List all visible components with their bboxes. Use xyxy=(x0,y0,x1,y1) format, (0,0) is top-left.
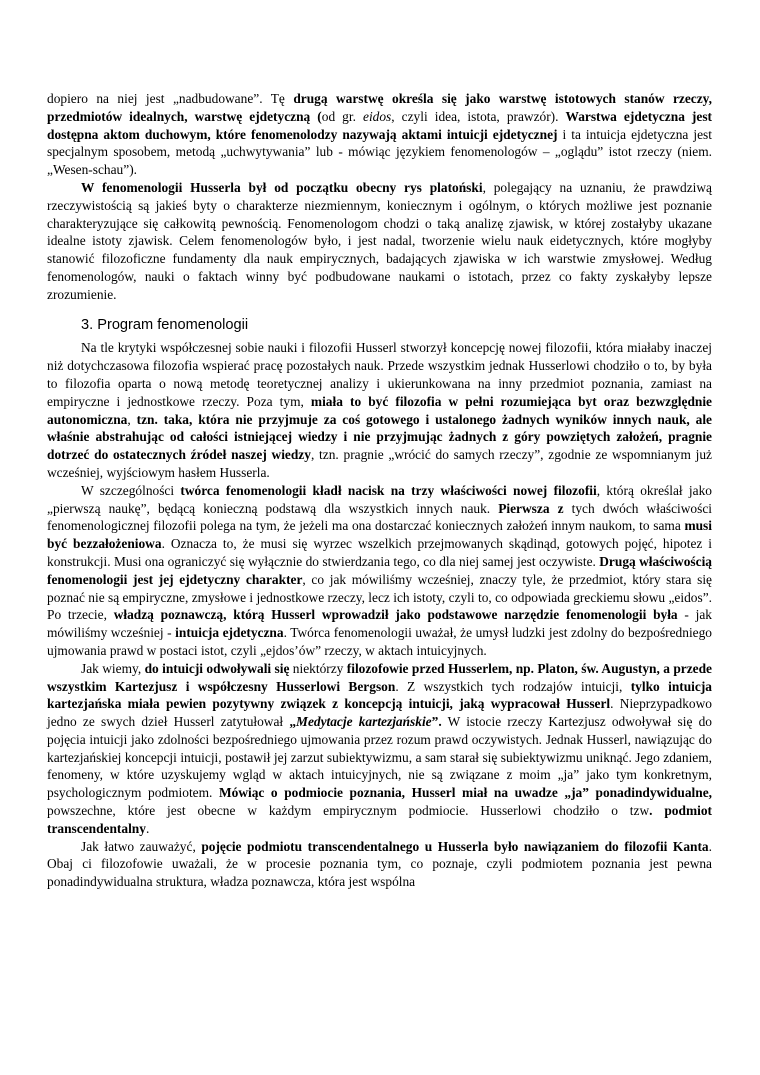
bold-text: „ xyxy=(289,714,297,730)
bold-text: ( xyxy=(310,108,322,124)
text-run: . Twórca fenomenologii uważał, że umysł ludzki jest zdolny do bezpośredniego ujmowania prawd w postaci istot, czyli „ejdos’ów” rzeczy, w aktach intuicyjnych. xyxy=(47,625,713,658)
text-run: , xyxy=(127,411,137,427)
bold-text: drugą warstwę określa się jako warstwę istotowych stanów rzeczy, przedmiotów idealnych, warstwę ejdetyczną xyxy=(47,91,712,124)
bold-text: Warstwa ejdetyczna jest dostępna aktom duchowym, które fenomenolodzy nazywają aktami intuicji ejdetycznej xyxy=(47,108,713,142)
text-run: tych dwóch właściwości fenomenologicznej filozofii polega na tym, że jeżeli ma ona dostarczać koniecznych założeń innym naukom, to sama xyxy=(47,500,713,534)
document-page xyxy=(47,90,712,891)
bold-text: ”. xyxy=(431,714,442,730)
bold-text: musi być bezzałożeniowa xyxy=(47,518,712,552)
paragraph-3 xyxy=(47,339,712,481)
text-run: . xyxy=(145,820,150,836)
text-run: . Nieprzypadkowo jedno ze swych dzieł Husserl zatytułował xyxy=(47,696,712,730)
bold-text: twórca fenomenologii kładł nacisk na trzy właściwości nowej filozofii xyxy=(180,482,597,498)
bold-text: Pierwsza z xyxy=(498,500,564,516)
text-run: niektórzy xyxy=(289,660,347,676)
bold-text: intuicja ejdetyczna xyxy=(175,625,284,641)
bold-text: tylko intuicja kartezjańska miała pewien pozytywny związek z koncepcją intuicji, jaką wypracował Husserl xyxy=(47,678,712,712)
bold-text: . podmiot transcendentalny xyxy=(47,803,712,836)
paragraph-1 xyxy=(47,90,712,179)
paragraph-2 xyxy=(47,179,712,304)
text-run: , polegający na uznaniu, że prawdziwą rzeczywistością są jakieś byty o charakterze niezmiennym, koniecznym i ogólnym, o których możliwe jest poznanie charakteryzujące się całkowitą pewnością. Fenomenologom chodzi o taką analizę zjawisk, w której zostałyby ukazane idealne istoty zjawisk. Celem fenomenologów było, i jest nadal, tworzenie wielu nauk eidetycznych, które mogłyby stanowić filozoficzne fundamenty dla nauk empirycznych, badających zjawiska w ich warstwie zmysłowej. Według fenomenologów, nauki o faktach winny być podbudowane naukami o istotach, przez co fakty zyskałyby lepsze zrozumienie. xyxy=(47,179,712,302)
text-run: Na tle krytyki współczesnej sobie nauki i filozofii Husserl stworzył koncepcję nowej filozofii, która miałaby inaczej niż dotychczasowa filozofia wspierać pracę pozostałych nauk. Przede wszystkim jednak Husserlowi chodziło o to, by była to filozofia oparta o nową metodę teoretycznej analizy i ukierunkowana na inny przedmiot poznania, zamiast na empiryczne i jednostkowe rzeczy. Poza tym, xyxy=(47,340,712,409)
bold-italic-text: Medytacje kartezjańskie xyxy=(296,714,432,730)
text-run: i ta intuicja ejdetyczna jest specjalnym sposobem, metodą „uchwytywania” lub - mówiąc językiem fenomenologów – „oglądu” istot rzeczy (niem. „Wesen-schau”). xyxy=(47,126,712,178)
bold-text: W fenomenologii Husserla był od początku obecny rys platoński xyxy=(81,179,483,195)
italic-text: eidos xyxy=(363,108,392,124)
text-run: powszechne, które jest obecne w każdym empirycznym podmiocie. Husserlowi chodziło o tzw xyxy=(47,803,650,819)
bold-text: pojęcie podmiotu transcendentalnego u Husserla było nawiązaniem do filozofii Kanta xyxy=(201,838,709,854)
paragraph-6 xyxy=(47,838,712,891)
text-run: Jak wiemy, xyxy=(81,660,145,676)
text-run: , czyli idea, istota, prawzór). xyxy=(391,108,566,124)
bold-text: do intuicji odwoływali się xyxy=(144,660,290,676)
text-run: Jak łatwo zauważyć, xyxy=(81,838,202,854)
bold-text: władzą poznawczą, którą Husserl wprowadził jako podstawowe narzędzie fenomenologii była xyxy=(113,607,678,623)
paragraph-4 xyxy=(47,482,712,660)
text-run: - jak mówiliśmy wcześniej - xyxy=(47,607,712,641)
text-run: od gr. xyxy=(321,108,363,124)
bold-text: Drugą właściwością fenomenologii jest jej ejdetyczny charakter xyxy=(47,553,712,587)
text-run: , którą określał jako „pierwszą naukę”, będącą konieczną podstawą dla wszystkich innych nauk. xyxy=(47,482,712,516)
text-run: . Oznacza to, że musi się wyrzec wszelkich przejmowanych skądinąd, gotowych pojęć, hipotez i konstrukcji. Musi ona ograniczyć się wyłącznie do stwierdzania tego, co dla niej samej jest oczywiste. xyxy=(47,536,713,569)
text-run: dopiero na niej jest „nadbudowane”. Tę xyxy=(47,91,294,106)
text-run: , co jak mówiliśmy wcześniej, znaczy tyle, że przedmiot, który stara się poznać nie są empiryczne, zmysłowe i jednostkowe rzeczy, lecz ich istoty, czyli to, co odpowiada greckiemu słowu „eidos”. Po trzecie, xyxy=(47,571,712,623)
bold-text: filozofowie przed Husserlem, np. Platon, św. Augustyn, a przede wszystkim Kartezjusz i współczesny Husserlowi Bergson xyxy=(47,660,713,694)
bold-text: tzn. taka, która nie przyjmuje za coś gotowego i ustalonego żadnych wyników innych nauk, ale właśnie abstrahując od całości istniejącej wiedzy i nie przyjmując żadnych z góry powziętych założeń, pragnie dotrzeć do ostatecznych źródeł naszej wiedzy xyxy=(47,411,712,463)
text-run: W istocie rzeczy Kartezjusz odwoływał się do pojęcia intuicji jako zdolności bezpośredniego ujmowania przez rozum prawd oczywistych. Jednak Husserl, nawiązując do kartezjańskiej koncepcji intuicji, postawił jej zarzut subiektywizmu, a sam starał się subiektywizmu uniknąć. Jego zdaniem, fenomeny, w które uzyskujemy wgląd w aktach intuicyjnych, nie są związane z moim „ja” jako tym konkretnym, psychologicznym podmiotem. xyxy=(47,714,712,801)
bold-text: Mówiąc o podmiocie poznania, Husserl miał na uwadze „ja” ponadindywidualne, xyxy=(218,785,712,801)
section-heading: 3. Program fenomenologii xyxy=(81,316,249,333)
text-run: . Z wszystkich tych rodzajów intuicji, xyxy=(395,678,631,694)
text-run: , tzn. pragnie „wrócić do samych rzeczy”, zgodnie ze wspomnianym już wcześniej, wyjściowym hasłem Husserla. xyxy=(47,447,713,480)
text-run: . Obaj ci filozofowie uważali, że w procesie poznania tym, co poznaje, czyli podmiotem poznania jest pewna ponadindywidualna struktura, władza poznawcza, która jest wspólna xyxy=(47,838,712,890)
text-run: W szczególności xyxy=(81,482,181,498)
paragraph-5 xyxy=(47,660,712,838)
bold-text: miała to być filozofia w pełni rozumiejąca byt oraz bezwzględnie autonomiczna xyxy=(47,393,713,427)
